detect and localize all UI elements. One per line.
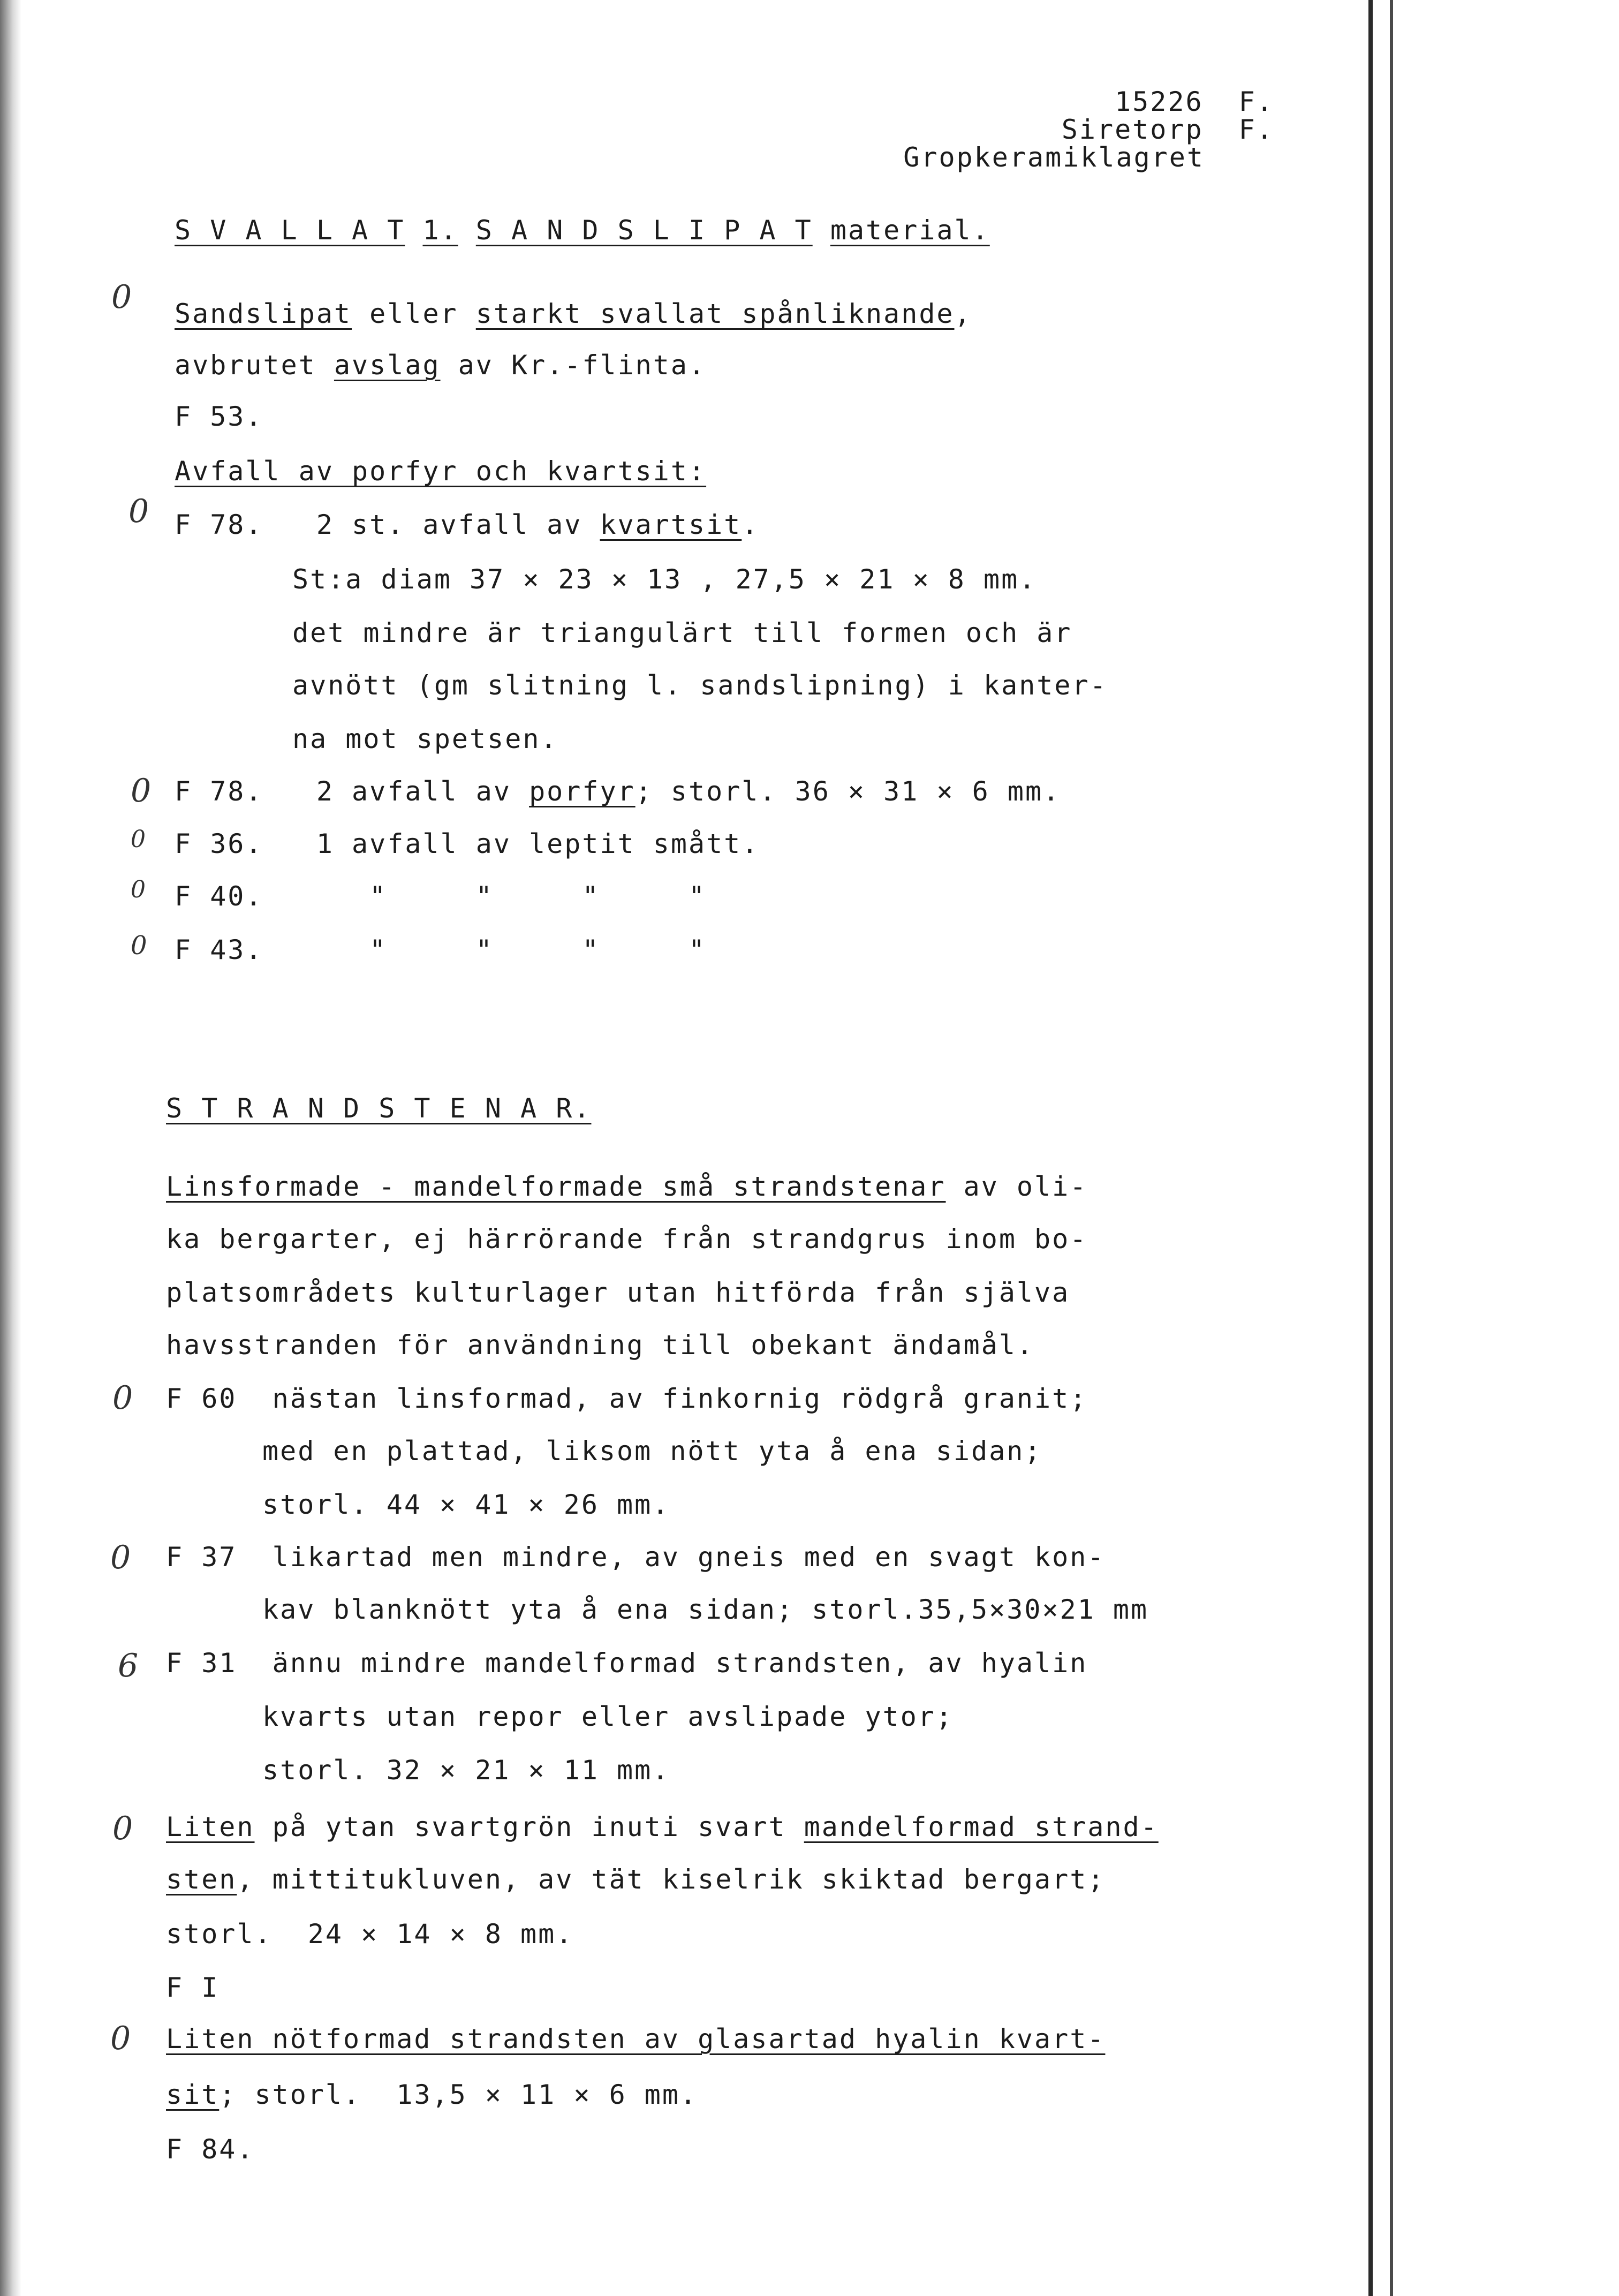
entry-line: havsstranden för användning till obekant ändamål.: [166, 1330, 1035, 1361]
text-span: ,: [954, 298, 972, 329]
entry-line: ka bergarter, ej härrörande från strandgrus inom bo-: [166, 1223, 1088, 1255]
margin-mark: 0: [112, 1379, 133, 1417]
entry-line: [166, 1863, 1105, 1895]
text-span: avbrutet: [175, 350, 334, 381]
margin-mark: 0: [111, 278, 132, 316]
entry-line: [175, 349, 706, 381]
underlined-term: sten: [166, 1864, 237, 1895]
entry-line: F 84.: [166, 2134, 255, 2165]
text-span: ; storl. 13,5 × 11 × 6 mm.: [219, 2079, 698, 2110]
underlined-term: Liten: [166, 1811, 255, 1842]
text-span: på ytan svartgrön inuti svart: [254, 1811, 804, 1842]
entry-line: na mot spetsen.: [292, 723, 558, 754]
underlined-term: Sandslipat: [175, 298, 352, 329]
underlined-term: Linsformade - mandelformade små strandstenar: [166, 1171, 946, 1202]
margin-mark: 0: [128, 493, 149, 530]
heading-part: material.: [830, 215, 990, 246]
entry-line: storl. 32 × 21 × 11 mm.: [262, 1755, 670, 1786]
heading-part: S V A L L A T: [175, 215, 405, 246]
entry-line: Liten nötformad strandsten av glasartad hyalin kvart-: [166, 2023, 1106, 2055]
subheading-avfall: Avfall av porfyr och kvartsit:: [175, 456, 707, 487]
text-span: .: [742, 509, 760, 540]
underlined-term: kvartsit: [600, 509, 742, 540]
entry-line: kvarts utan repor eller avslipade ytor;: [262, 1701, 954, 1732]
page-edge-line-outer: [1390, 0, 1393, 2296]
text-span: F 78. 2 avfall av: [175, 776, 529, 807]
entry-line: F 60 nästan linsformad, av finkornig rödgrå granit;: [166, 1383, 1088, 1414]
text-span: , mittitukluven, av tät kiselrik skiktad bergart;: [237, 1864, 1106, 1895]
entry-line: F 43. " " " ": [175, 934, 707, 965]
margin-mark: 0: [112, 1810, 133, 1847]
entry-line: [166, 1170, 1087, 1203]
entry-line: F 37 likartad men mindre, av gneis med en svagt kon-: [166, 1542, 1106, 1573]
entry-line: F 36. 1 avfall av leptit smått.: [175, 828, 760, 859]
section-heading-svallat: [175, 214, 990, 246]
margin-mark: 0: [110, 2020, 131, 2057]
entry-line: [166, 1811, 1159, 1843]
text-span: ; storl. 36 × 31 × 6 mm.: [635, 776, 1061, 807]
heading-part: 1.: [422, 215, 458, 246]
section-heading-strandstenar: S T R A N D S T E N A R.: [166, 1093, 592, 1124]
page-edge-line: [1368, 0, 1373, 2296]
entry-line: [175, 775, 1061, 807]
header-site: Siretorp F.: [1061, 114, 1274, 145]
entry-line: med en plattad, liksom nött yta å ena sidan;: [262, 1436, 1042, 1467]
entry-line: [175, 298, 972, 330]
entry-line: [175, 509, 759, 541]
text-span: F 78. 2 st. avfall av: [175, 509, 600, 540]
text-span: eller: [352, 298, 476, 329]
entry-line: [166, 2079, 698, 2111]
entry-line: storl. 24 × 14 × 8 mm.: [166, 1919, 574, 1950]
scan-left-shadow: [0, 0, 21, 2296]
margin-mark: 0: [110, 1539, 131, 1576]
entry-line: F 31 ännu mindre mandelformad strandsten, av hyalin: [166, 1648, 1088, 1679]
entry-line: F 40. " " " ": [175, 881, 707, 912]
text-span: av Kr.-flinta.: [440, 350, 707, 381]
text-span: av oli-: [945, 1171, 1088, 1202]
margin-mark: 0: [131, 931, 147, 961]
header-catalog-number: 15226 F.: [1115, 86, 1274, 117]
entry-line: det mindre är triangulärt till formen och är: [292, 617, 1072, 648]
underlined-term: avslag: [334, 350, 441, 381]
entry-line: kav blanknött yta å ena sidan; storl.35,5×30×21 mm: [262, 1594, 1149, 1625]
entry-line: platsområdets kulturlager utan hitförda från själva: [166, 1277, 1070, 1308]
entry-line: F 53.: [175, 401, 263, 432]
entry-line: St:a diam 37 × 23 × 13 , 27,5 × 21 × 8 mm.: [292, 564, 1037, 595]
entry-line: avnött (gm slitning l. sandslipning) i kanter-: [292, 670, 1108, 701]
header-layer: Gropkeramiklagret: [903, 142, 1205, 173]
underlined-term: mandelformad strand-: [804, 1811, 1159, 1842]
heading-part: S A N D S L I P A T: [475, 215, 813, 246]
margin-mark: 0: [131, 772, 152, 810]
underlined-term: starkt svallat spånliknande: [475, 298, 955, 329]
entry-line: storl. 44 × 41 × 26 mm.: [262, 1489, 670, 1520]
margin-mark: 0: [131, 826, 146, 853]
margin-mark: 0: [131, 876, 146, 903]
underlined-term: sit: [166, 2079, 220, 2110]
underlined-term: porfyr: [529, 776, 636, 807]
margin-mark: 6: [118, 1647, 139, 1685]
entry-line: F I: [166, 1972, 220, 2003]
